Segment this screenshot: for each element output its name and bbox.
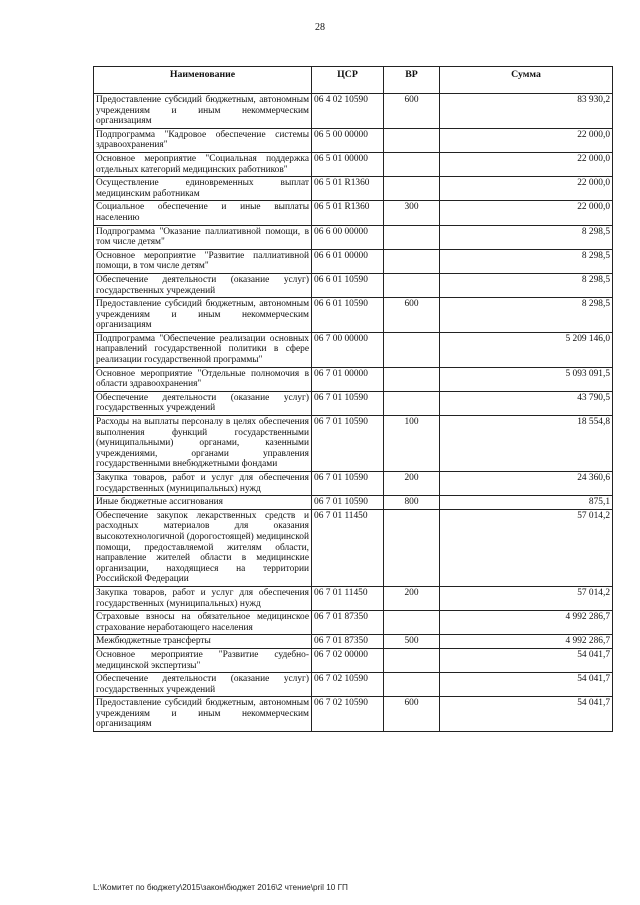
table-row bbox=[94, 635, 613, 649]
row-name-cell: Осуществление единовременных выплат медицинским работникам bbox=[94, 177, 312, 201]
row-vr-cell bbox=[384, 611, 440, 635]
row-vr-cell bbox=[384, 509, 440, 586]
row-sum-cell: 57 014,2 bbox=[440, 586, 613, 610]
row-csr-cell: 06 7 01 10590 bbox=[312, 472, 384, 496]
table-row bbox=[94, 298, 613, 333]
row-name-cell: Подпрограмма "Оказание паллиативной помощи, в том числе детям" bbox=[94, 225, 312, 249]
row-name-cell: Предоставление субсидий бюджетным, автономным учреждениям и иным некоммерческим организациям bbox=[94, 298, 312, 333]
row-name-cell: Закупка товаров, работ и услуг для обеспечения государственных (муниципальных) нужд bbox=[94, 472, 312, 496]
row-name-cell: Социальное обеспечение и иные выплаты населению bbox=[94, 201, 312, 225]
row-vr-cell: 200 bbox=[384, 472, 440, 496]
table-row bbox=[94, 94, 613, 129]
row-sum-cell: 8 298,5 bbox=[440, 225, 613, 249]
row-vr-cell: 200 bbox=[384, 586, 440, 610]
row-sum-cell: 18 554,8 bbox=[440, 416, 613, 472]
row-vr-cell: 300 bbox=[384, 201, 440, 225]
row-csr-cell: 06 6 01 10590 bbox=[312, 298, 384, 333]
row-name-cell: Страховые взносы на обязательное медицинское страхование неработающего населения bbox=[94, 611, 312, 635]
table-row bbox=[94, 225, 613, 249]
row-vr-cell: 600 bbox=[384, 697, 440, 732]
row-csr-cell: 06 7 02 10590 bbox=[312, 697, 384, 732]
row-vr-cell: 500 bbox=[384, 635, 440, 649]
row-csr-cell: 06 7 01 11450 bbox=[312, 509, 384, 586]
row-csr-cell: 06 6 01 00000 bbox=[312, 249, 384, 273]
row-vr-cell: 100 bbox=[384, 416, 440, 472]
row-csr-cell: 06 5 01 R1360 bbox=[312, 177, 384, 201]
table-row bbox=[94, 697, 613, 732]
row-csr-cell: 06 4 02 10590 bbox=[312, 94, 384, 129]
row-csr-cell: 06 7 01 11450 bbox=[312, 586, 384, 610]
row-name-cell: Предоставление субсидий бюджетным, автономным учреждениям и иным некоммерческим организациям bbox=[94, 697, 312, 732]
row-name-cell: Расходы на выплаты персоналу в целях обеспечения выполнения функций государственными (муниципальными) органами, казенными учреждениями, органами управления государственными внебюджетными фондами bbox=[94, 416, 312, 472]
table-row bbox=[94, 496, 613, 510]
row-csr-cell: 06 5 00 00000 bbox=[312, 128, 384, 152]
row-csr-cell: 06 7 01 87350 bbox=[312, 635, 384, 649]
table-header-row bbox=[94, 67, 613, 94]
row-sum-cell: 54 041,7 bbox=[440, 648, 613, 672]
row-sum-cell: 8 298,5 bbox=[440, 273, 613, 297]
row-name-cell: Обеспечение деятельности (оказание услуг) государственных учреждений bbox=[94, 391, 312, 415]
row-vr-cell bbox=[384, 648, 440, 672]
row-vr-cell bbox=[384, 673, 440, 697]
row-sum-cell: 22 000,0 bbox=[440, 128, 613, 152]
table-row bbox=[94, 509, 613, 586]
row-csr-cell: 06 5 01 00000 bbox=[312, 152, 384, 176]
row-csr-cell: 06 7 02 00000 bbox=[312, 648, 384, 672]
row-name-cell: Обеспечение деятельности (оказание услуг) государственных учреждений bbox=[94, 273, 312, 297]
row-vr-cell bbox=[384, 152, 440, 176]
budget-table bbox=[93, 66, 613, 732]
row-sum-cell: 8 298,5 bbox=[440, 298, 613, 333]
row-vr-cell bbox=[384, 249, 440, 273]
row-csr-cell: 06 7 01 10590 bbox=[312, 391, 384, 415]
row-sum-cell: 83 930,2 bbox=[440, 94, 613, 129]
row-csr-cell: 06 7 00 00000 bbox=[312, 332, 384, 367]
row-sum-cell: 5 209 146,0 bbox=[440, 332, 613, 367]
header-csr: ЦСР bbox=[312, 67, 384, 94]
row-name-cell: Предоставление субсидий бюджетным, автономным учреждениям и иным некоммерческим организациям bbox=[94, 94, 312, 129]
table-row bbox=[94, 273, 613, 297]
row-name-cell: Подпрограмма "Кадровое обеспечение системы здравоохранения" bbox=[94, 128, 312, 152]
row-csr-cell: 06 5 01 R1360 bbox=[312, 201, 384, 225]
row-vr-cell bbox=[384, 128, 440, 152]
header-vr: ВР bbox=[384, 67, 440, 94]
row-csr-cell: 06 7 02 10590 bbox=[312, 673, 384, 697]
row-sum-cell: 875,1 bbox=[440, 496, 613, 510]
row-name-cell: Межбюджетные трансферты bbox=[94, 635, 312, 649]
table-row bbox=[94, 586, 613, 610]
table-row bbox=[94, 611, 613, 635]
page-number: 28 bbox=[315, 22, 325, 33]
row-sum-cell: 57 014,2 bbox=[440, 509, 613, 586]
table-row bbox=[94, 367, 613, 391]
footer-file-path: L:\Комитет по бюджету\2015\закон\бюджет 2016\2 чтение\pril 10 ГП bbox=[93, 883, 348, 892]
row-name-cell: Основное мероприятие "Развитие паллиативной помощи, в том числе детям" bbox=[94, 249, 312, 273]
row-sum-cell: 43 790,5 bbox=[440, 391, 613, 415]
row-sum-cell: 22 000,0 bbox=[440, 201, 613, 225]
row-sum-cell: 4 992 286,7 bbox=[440, 635, 613, 649]
header-name: Наименование bbox=[94, 67, 312, 94]
table-row bbox=[94, 648, 613, 672]
table-row bbox=[94, 391, 613, 415]
table-row bbox=[94, 416, 613, 472]
row-name-cell: Основное мероприятие "Отдельные полномочия в области здравоохранения" bbox=[94, 367, 312, 391]
row-csr-cell: 06 7 01 10590 bbox=[312, 416, 384, 472]
row-sum-cell: 22 000,0 bbox=[440, 152, 613, 176]
row-sum-cell: 54 041,7 bbox=[440, 673, 613, 697]
row-vr-cell bbox=[384, 225, 440, 249]
row-name-cell: Обеспечение закупок лекарственных средств и расходных материалов для оказания высокотехнологичной (дорогостоящей) медицинской помощи, предоставляемой жителям области, направление жителей области в медицинские организации, находящиеся на территории Российской Федерации bbox=[94, 509, 312, 586]
row-csr-cell: 06 7 01 00000 bbox=[312, 367, 384, 391]
row-sum-cell: 4 992 286,7 bbox=[440, 611, 613, 635]
row-csr-cell: 06 7 01 87350 bbox=[312, 611, 384, 635]
row-name-cell: Основное мероприятие "Социальная поддержка отдельных категорий медицинских работников" bbox=[94, 152, 312, 176]
table-row bbox=[94, 673, 613, 697]
row-sum-cell: 54 041,7 bbox=[440, 697, 613, 732]
row-sum-cell: 24 360,6 bbox=[440, 472, 613, 496]
table-row bbox=[94, 472, 613, 496]
row-vr-cell: 600 bbox=[384, 298, 440, 333]
row-csr-cell: 06 7 01 10590 bbox=[312, 496, 384, 510]
row-name-cell: Подпрограмма "Обеспечение реализации основных направлений государственной политики в сфере реализации государственной программы" bbox=[94, 332, 312, 367]
table-row bbox=[94, 201, 613, 225]
row-vr-cell bbox=[384, 367, 440, 391]
row-vr-cell bbox=[384, 332, 440, 367]
row-name-cell: Закупка товаров, работ и услуг для обеспечения государственных (муниципальных) нужд bbox=[94, 586, 312, 610]
row-vr-cell: 600 bbox=[384, 94, 440, 129]
table-row bbox=[94, 332, 613, 367]
table-row bbox=[94, 177, 613, 201]
row-sum-cell: 5 093 091,5 bbox=[440, 367, 613, 391]
row-csr-cell: 06 6 01 10590 bbox=[312, 273, 384, 297]
table-row bbox=[94, 152, 613, 176]
row-sum-cell: 8 298,5 bbox=[440, 249, 613, 273]
header-sum: Сумма bbox=[440, 67, 613, 94]
row-sum-cell: 22 000,0 bbox=[440, 177, 613, 201]
row-name-cell: Основное мероприятие "Развитие судебно-медицинской экспертизы" bbox=[94, 648, 312, 672]
table-row bbox=[94, 128, 613, 152]
row-vr-cell bbox=[384, 391, 440, 415]
table-row bbox=[94, 249, 613, 273]
row-name-cell: Обеспечение деятельности (оказание услуг) государственных учреждений bbox=[94, 673, 312, 697]
row-vr-cell bbox=[384, 273, 440, 297]
row-csr-cell: 06 6 00 00000 bbox=[312, 225, 384, 249]
row-vr-cell: 800 bbox=[384, 496, 440, 510]
row-name-cell: Иные бюджетные ассигнования bbox=[94, 496, 312, 510]
row-vr-cell bbox=[384, 177, 440, 201]
